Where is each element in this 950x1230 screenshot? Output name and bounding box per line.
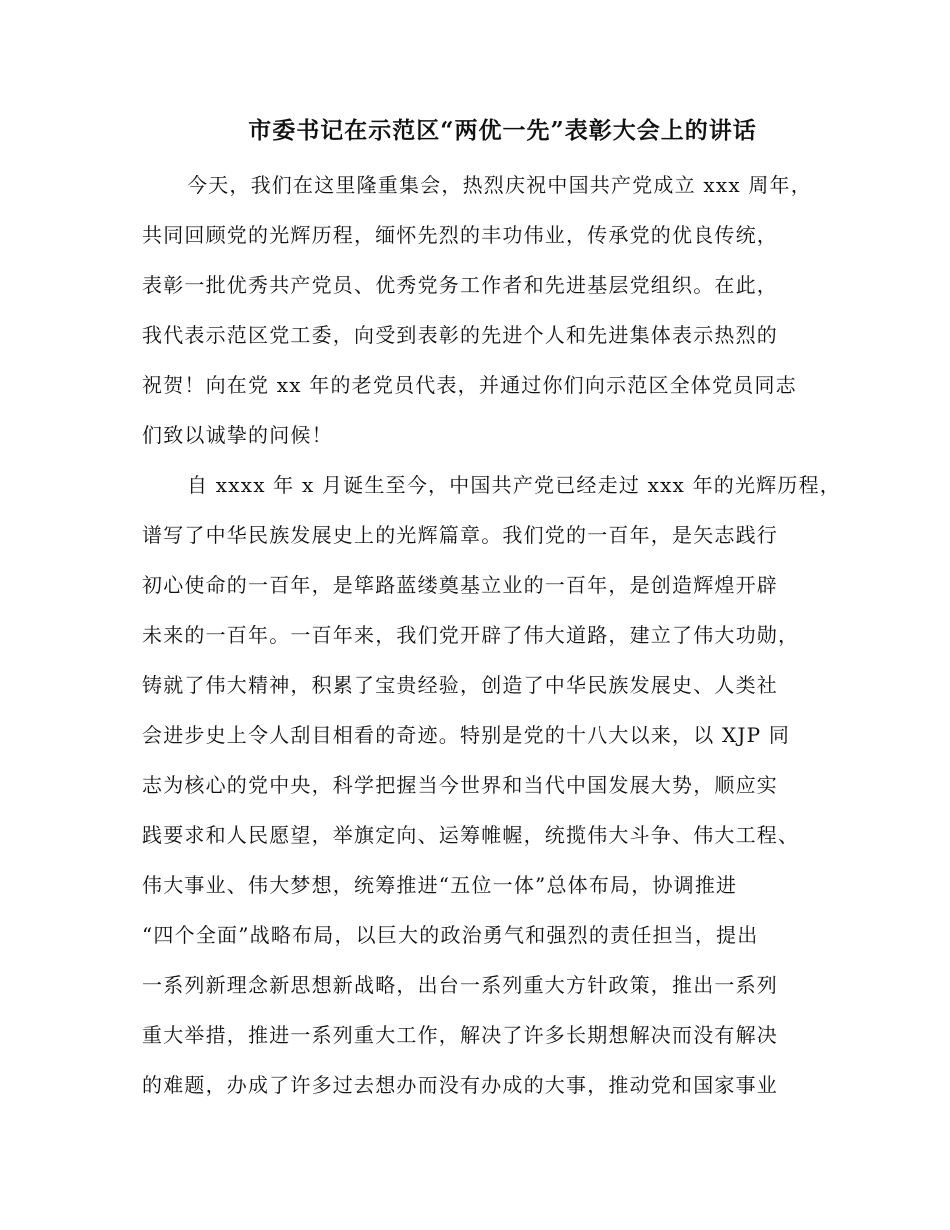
paragraph-1-line-6: 们致以诚挚的问候！ xyxy=(142,423,333,447)
document-title xyxy=(0,112,950,145)
paragraph-1-line-3: 表彰一批优秀共产党员、优秀党务工作者和先进基层党组织。在此， xyxy=(142,273,778,297)
paragraph-2-line-12: 重大举措，推进一系列重大工作，解决了许多长期想解决而没有解决 xyxy=(142,1023,778,1047)
paragraph-2-line-3: 初心使命的一百年，是筚路蓝缕奠基立业的一百年，是创造辉煌开辟 xyxy=(142,573,778,597)
paragraph-2-line-2: 谱写了中华民族发展史上的光辉篇章。我们党的一百年，是矢志践行 xyxy=(142,523,778,547)
paragraph-2-line-5: 铸就了伟大精神，积累了宝贵经验，创造了中华民族发展史、人类社 xyxy=(142,673,778,697)
paragraph-2-line-10: “四个全面”战略布局，以巨大的政治勇气和强烈的责任担当，提出 xyxy=(142,923,759,947)
paragraph-2-line-11: 一系列新理念新思想新战略，出台一系列重大方针政策，推出一系列 xyxy=(142,973,778,997)
document-title-text: 市委书记在示范区“两优一先”表彰大会上的讲话 xyxy=(248,117,757,144)
paragraph-2-line-1: 自 xxxx 年 x 月诞生至今，中国共产党已经走过 xxx 年的光辉历程， xyxy=(187,473,841,497)
paragraph-2-line-9: 伟大事业、伟大梦想，统筹推进“五位一体”总体布局，协调推进 xyxy=(142,873,738,897)
paragraph-2-line-8: 践要求和人民愿望，举旗定向、运筹帷幄，统揽伟大斗争、伟大工程、 xyxy=(142,823,800,847)
paragraph-1-line-1: 今天，我们在这里隆重集会，热烈庆祝中国共产党成立 xxx 周年， xyxy=(187,173,812,197)
paragraph-2-line-13: 的难题，办成了许多过去想办而没有办成的大事，推动党和国家事业 xyxy=(142,1073,778,1097)
paragraph-1-line-4: 我代表示范区党工委，向受到表彰的先进个人和先进集体表示热烈的 xyxy=(142,323,778,347)
paragraph-2-line-6: 会进步史上令人刮目相看的奇迹。特别是党的十八大以来，以 XJP 同 xyxy=(142,723,791,747)
paragraph-2-line-7: 志为核心的党中央，科学把握当今世界和当代中国发展大势，顺应实 xyxy=(142,773,778,797)
paragraph-1-line-5: 祝贺！向在党 xx 年的老党员代表，并通过你们向示范区全体党员同志 xyxy=(142,373,797,397)
paragraph-1-line-2: 共同回顾党的光辉历程，缅怀先烈的丰功伟业，传承党的优良传统， xyxy=(142,223,778,247)
paragraph-2-line-4: 未来的一百年。一百年来，我们党开辟了伟大道路，建立了伟大功勋， xyxy=(142,623,800,647)
